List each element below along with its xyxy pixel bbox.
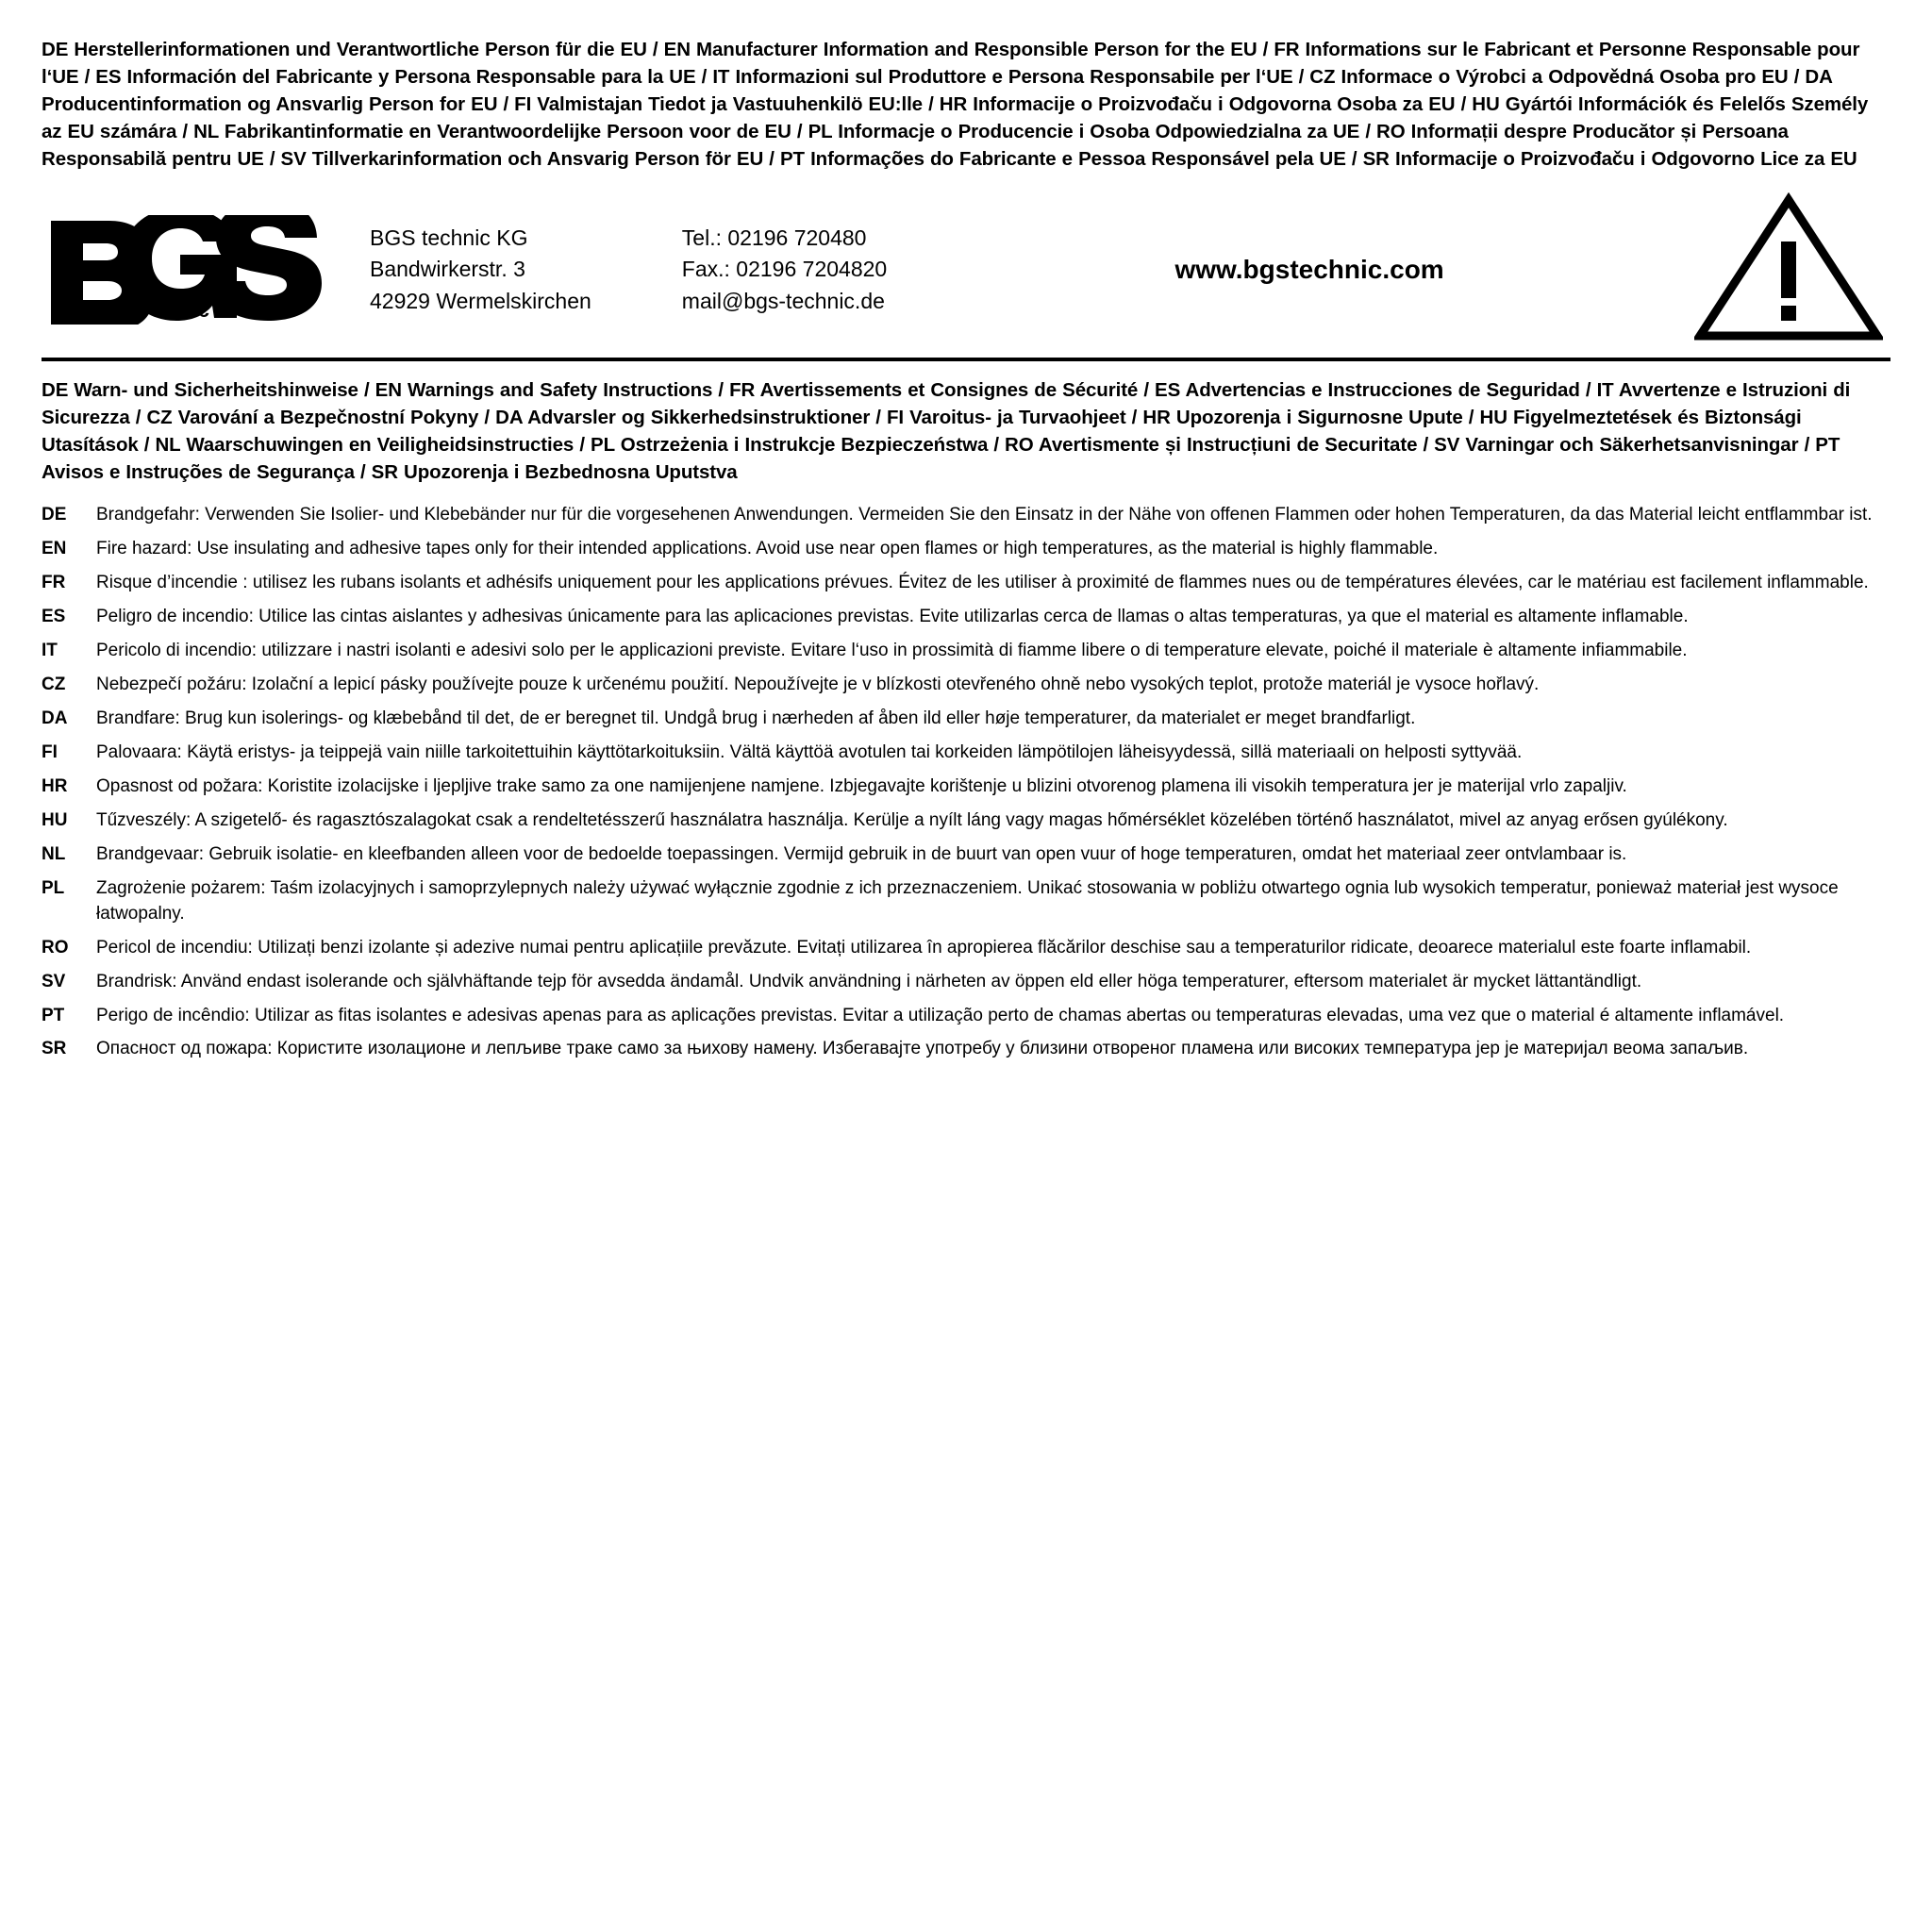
bgs-logo [42, 215, 357, 325]
warning-row [42, 707, 1890, 732]
manufacturer-info-title: DE Herstellerinformationen und Verantwortliche Person für die EU / EN Manufacturer Information and Responsible Person for the EU / FR Informations sur le Fabricant et Personne Responsable pour l‘UE / ES Información del Fabricante y Persona Responsable para la UE / IT Informazioni sul Produttore e Persona Responsabile per l‘UE / CZ Informace o Výrobci a Odpovědná Osoba pro EU / DA Producentinformation og Ansvarlig Person for EU / FI Valmistajan Tiedot ja Vastuuhenkilö EU:lle / HR Informacije o Proizvođaču i Odgovorna Osoba za EU / HU Gyártói Információk és Felelős Személy az EU számára / NL Fabrikantinformatie en Verantwoordelijke Persoon voor de EU / PL Informacje o Producencie i Osoba Odpowiedzialna za UE / RO Informații despre Producător și Persoana Responsabilă pentru UE / SV Tillverkarinformation och Ansvarig Person för EU / PT Informações do Fabricante e Pessoa Responsável pela UE / SR Informacije o Proizvođaču i Odgovorno Lice za EU [42, 39, 1869, 171]
bgs-logo-icon [45, 215, 328, 325]
warning-row [42, 808, 1890, 834]
warning-row [42, 936, 1890, 961]
warning-text: Pericolo di incendio: utilizzare i nastri isolanti e adesivi solo per le applicazioni previste. Evitare l‘uso in prossimità di fiamme libere o di temperature elevate, poiché il materiale è altamente infiammabile. [96, 640, 1688, 660]
warning-text: Pericol de incendiu: Utilizați benzi izolante și adezive numai pentru aplicațiile prevăzute. Evitați utilizarea în apropierea flăcărilor deschise sau a temperaturilor ridicate, deoarece materialul este foarte inflamabil. [96, 937, 1752, 958]
warning-language-code: IT [42, 640, 58, 660]
company-street: Bandwirkerstr. 3 [370, 257, 525, 282]
company-contact [591, 223, 887, 318]
warning-triangle-icon [1694, 192, 1883, 343]
warning-text: Peligro de incendio: Utilice las cintas aislantes y adhesivas únicamente para las aplicaciones previstas. Evite utilizarlas cerca de llamas o altas temperaturas, ya que el material es altamente inflamable. [96, 606, 1689, 626]
warning-text: Brandrisk: Använd endast isolerande och självhäftande tejp för avsedda ändamål. Undvik användning i närheten av öppen eld eller höga temperaturer, eftersom materialet är mycket lättantändligt. [96, 971, 1642, 991]
warning-language-code: SR [42, 1039, 67, 1059]
warning-row [42, 673, 1890, 698]
warning-text: Opasnost od požara: Koristite izolacijske i ljepljive trake samo za one namijenjene namjene. Izbjegavajte korištenje u blizini otvorenog plamena ili visokih temperatura jer je materijal vrlo zapaljiv. [96, 775, 1627, 796]
warning-language-code: FI [42, 741, 58, 762]
warnings-list [42, 503, 1890, 1062]
warning-language-code: PT [42, 1005, 65, 1025]
warning-language-code: DE [42, 504, 67, 525]
warning-language-code: CZ [42, 674, 66, 694]
company-address [357, 223, 591, 318]
warning-row [42, 503, 1890, 528]
warning-text: Risque d’incendie : utilisez les rubans isolants et adhésifs uniquement pour les applications prévues. Évitez de les utiliser à proximité de flammes nues ou de températures élevées, car le matériau est facilement inflammable. [96, 572, 1869, 592]
company-info-band [42, 187, 1890, 361]
company-tel: Tel.: 02196 720480 [681, 225, 867, 250]
warning-text: Brandfare: Brug kun isolerings- og klæbebånd til det, de er beregnet til. Undgå brug i nærheden af åben ild eller høje temperaturer, da materialet er meget brandfarligt. [96, 708, 1416, 728]
warning-row [42, 605, 1890, 630]
company-mail[interactable]: mail@bgs-technic.de [681, 288, 885, 313]
warning-text: Brandgevaar: Gebruik isolatie- en kleefbanden alleen voor de bedoelde toepassingen. Vermijd gebruik in de buurt van open vuur of hoge temperaturen, omdat het materiaal zeer ontvlambaar is. [96, 843, 1627, 864]
warning-text: Tűzveszély: A szigetelő- és ragasztószalagokat csak a rendeltetésszerű használatra használja. Kerülje a nyílt láng vagy magas hőmérséklet közelében történő használatot, mivel az anyag erősen gyúlékony. [96, 809, 1728, 830]
warning-text: Nebezpečí požáru: Izolační a lepicí pásky používejte pouze k určenému použití. Nepoužívejte je v blízkosti otevřeného ohně nebo vysokých teplot, protože materiál je vysoce hořlavý. [96, 674, 1540, 694]
warning-row [42, 1037, 1890, 1062]
warning-row [42, 774, 1890, 800]
warning-row [42, 1004, 1890, 1029]
bgs-logo-subtext: t e c h n i c [157, 298, 301, 323]
warning-language-code: DA [42, 708, 68, 728]
warning-language-code: EN [42, 538, 67, 558]
warning-language-code: HU [42, 809, 68, 830]
company-fax: Fax.: 02196 7204820 [681, 257, 888, 282]
svg-text:®: ® [298, 220, 312, 242]
warning-language-code: ES [42, 606, 66, 626]
warning-text: Palovaara: Käytä eristys- ja teippejä vain niille tarkoitettuihin käyttötarkoituksiin. Vältä käyttöä avotulen tai korkeiden lämpötilojen läheisyydessä, sillä materiaali on helposti syttyvää. [96, 741, 1523, 762]
warning-language-code: RO [42, 937, 69, 958]
company-website[interactable]: www.bgstechnic.com [1174, 255, 1444, 285]
warning-row [42, 970, 1890, 995]
warning-row [42, 876, 1890, 927]
warning-row [42, 537, 1890, 562]
warning-language-code: SV [42, 971, 66, 991]
warning-row [42, 639, 1890, 664]
warning-row [42, 741, 1890, 766]
warning-text: Brandgefahr: Verwenden Sie Isolier- und Klebebänder nur für die vorgesehenen Anwendungen. Vermeiden Sie den Einsatz in der Nähe von offenen Flammen oder hohen Temperaturen, da das Material leicht entflammbar ist. [96, 504, 1873, 525]
warning-language-code: NL [42, 843, 66, 864]
warning-text: Zagrożenie pożarem: Taśm izolacyjnych i samoprzylepnych należy używać wyłącznie zgodnie z ich przeznaczeniem. Unikać stosowania w pobliżu otwartego ognia lub wysokich temperatur, ponieważ materiał jest wysoce łatwopalny. [96, 877, 1839, 924]
warning-language-code: FR [42, 572, 66, 592]
warning-row [42, 842, 1890, 868]
company-city: 42929 Wermelskirchen [370, 288, 591, 313]
warning-text: Опасност од пожара: Користите изолационе и лепљиве траке само за њихову намену. Избегавајте употребу у близини отвореног пламена или високих температура јер је материјал веома запаљив. [96, 1039, 1749, 1059]
company-name: BGS technic KG [370, 225, 528, 250]
warning-text: Perigo de incêndio: Utilizar as fitas isolantes e adesivas apenas para as aplicações previstas. Evitar a utilização perto de chamas abertas ou temperaturas elevadas, uma vez que o material é altamente inflamável. [96, 1005, 1785, 1025]
safety-instructions-heading: DE Warn- und Sicherheitshinweise / EN Warnings and Safety Instructions / FR Avertissements et Consignes de Sécurité / ES Advertencias e Instrucciones de Seguridad / IT Avvertenze e Istruzioni di Sicurezza / CZ Varování a Bezpečnostní Pokyny / DA Advarsler og Sikkerhedsinstruktioner / FI Varoitus- ja Turvaohjeet / HR Upozorenja i Sigurnosne Upute / HU Figyelmeztetések és Biztonsági Utasítások / NL Waarschuwingen en Veiligheidsinstructies / PL Ostrzeżenia i Instrukcje Bezpieczeństwa / RO Avertismente și Instrucțiuni de Securitate / SV Varningar och Säkerhetsanvisningar / PT Avisos e Instruções de Segurança / SR Upozorenja i Bezbednosna Uputstva [42, 378, 1851, 483]
warning-language-code: PL [42, 877, 65, 898]
warning-text: Fire hazard: Use insulating and adhesive tapes only for their intended applications. Avoid use near open flames or high temperatures, as the material is highly flammable. [96, 538, 1439, 558]
warning-row [42, 571, 1890, 596]
warning-language-code: HR [42, 775, 68, 796]
warning-triangle [1694, 192, 1890, 348]
